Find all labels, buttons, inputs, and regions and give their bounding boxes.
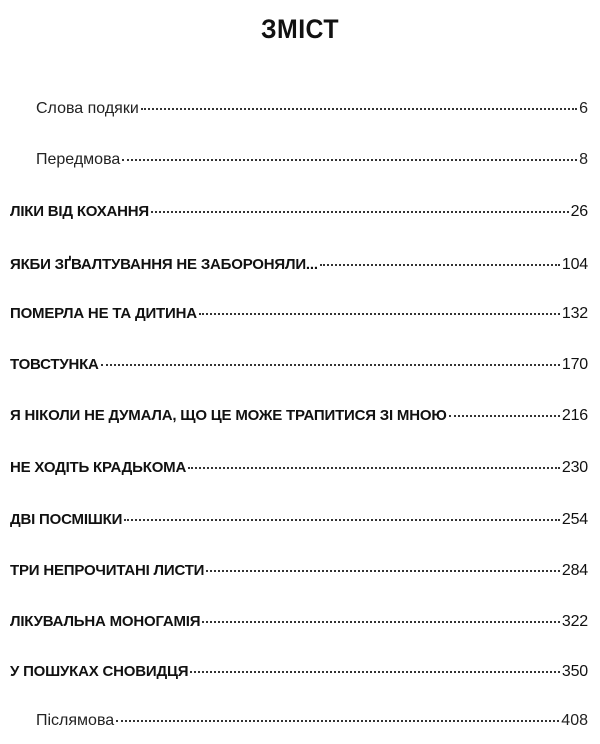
toc-entry-page: 350 bbox=[561, 663, 588, 680]
toc-entry-page: 230 bbox=[561, 459, 588, 476]
toc-entry-title: ПОМЕРЛА НЕ ТА ДИТИНА bbox=[10, 305, 197, 322]
dot-leader bbox=[202, 620, 560, 623]
toc-entry-title: ЛІКИ ВІД КОХАННЯ bbox=[10, 203, 149, 220]
toc-entry-title: ТРИ НЕПРОЧИТАНІ ЛИСТИ bbox=[10, 562, 205, 579]
toc-entry-page: 132 bbox=[561, 305, 588, 322]
toc-entry[interactable] bbox=[10, 663, 588, 681]
toc-entry[interactable] bbox=[10, 562, 588, 580]
toc-entry[interactable] bbox=[36, 712, 588, 730]
toc-entry-title: ЯКБИ ЗҐВАЛТУВАННЯ НЕ ЗАБОРОНЯЛИ... bbox=[10, 256, 318, 273]
toc-entry-title: Передмова bbox=[36, 151, 121, 168]
toc-entry-page: 216 bbox=[561, 407, 588, 424]
toc-entry[interactable] bbox=[10, 407, 588, 425]
dot-leader bbox=[188, 466, 560, 469]
toc-entry-page: 104 bbox=[561, 256, 588, 273]
dot-leader bbox=[141, 107, 577, 110]
toc-entry[interactable] bbox=[10, 459, 588, 477]
toc-entry-page: 322 bbox=[561, 613, 588, 630]
toc-entry[interactable] bbox=[10, 613, 588, 631]
toc-entry-title: ДВІ ПОСМІШКИ bbox=[10, 511, 123, 528]
toc-entry-page: 408 bbox=[561, 712, 588, 729]
toc-entry-title: Я НІКОЛИ НЕ ДУМАЛА, ЩО ЦЕ МОЖЕ ТРАПИТИСЯ ЗІ МНОЮ bbox=[10, 407, 447, 424]
dot-leader bbox=[122, 158, 577, 161]
toc-entry-title: ЛІКУВАЛЬНА МОНОГАМІЯ bbox=[10, 613, 201, 630]
toc-entry[interactable] bbox=[10, 203, 588, 221]
toc-entry-page: 254 bbox=[561, 511, 588, 528]
toc-entry[interactable] bbox=[10, 256, 588, 274]
toc-entry[interactable] bbox=[10, 356, 588, 374]
page-title: ЗМІСТ bbox=[261, 14, 339, 44]
toc-entry-title: Слова подяки bbox=[36, 100, 139, 117]
toc-entry[interactable] bbox=[36, 100, 588, 118]
dot-leader bbox=[116, 719, 559, 722]
dot-leader bbox=[320, 263, 560, 266]
toc-entry-title: У ПОШУКАХ СНОВИДЦЯ bbox=[10, 663, 189, 680]
toc-entry[interactable] bbox=[10, 305, 588, 323]
toc-entry-page: 284 bbox=[561, 562, 588, 579]
dot-leader bbox=[449, 414, 560, 417]
toc-entry-page: 6 bbox=[579, 100, 588, 117]
toc-entry-title: Післямова bbox=[36, 712, 115, 729]
dot-leader bbox=[199, 312, 560, 315]
toc-entry[interactable] bbox=[10, 511, 588, 529]
dot-leader bbox=[190, 670, 560, 673]
dot-leader bbox=[151, 210, 569, 213]
dot-leader bbox=[101, 363, 560, 366]
dot-leader bbox=[124, 518, 560, 521]
toc-entry-page: 170 bbox=[561, 356, 588, 373]
toc-entry-page: 26 bbox=[570, 203, 588, 220]
toc-entry-title: ТОВСТУНКА bbox=[10, 356, 99, 373]
dot-leader bbox=[206, 569, 560, 572]
toc-entry-page: 8 bbox=[579, 151, 588, 168]
toc-entry-title: НЕ ХОДІТЬ КРАДЬКОМА bbox=[10, 459, 187, 476]
toc-entry[interactable] bbox=[36, 151, 588, 169]
